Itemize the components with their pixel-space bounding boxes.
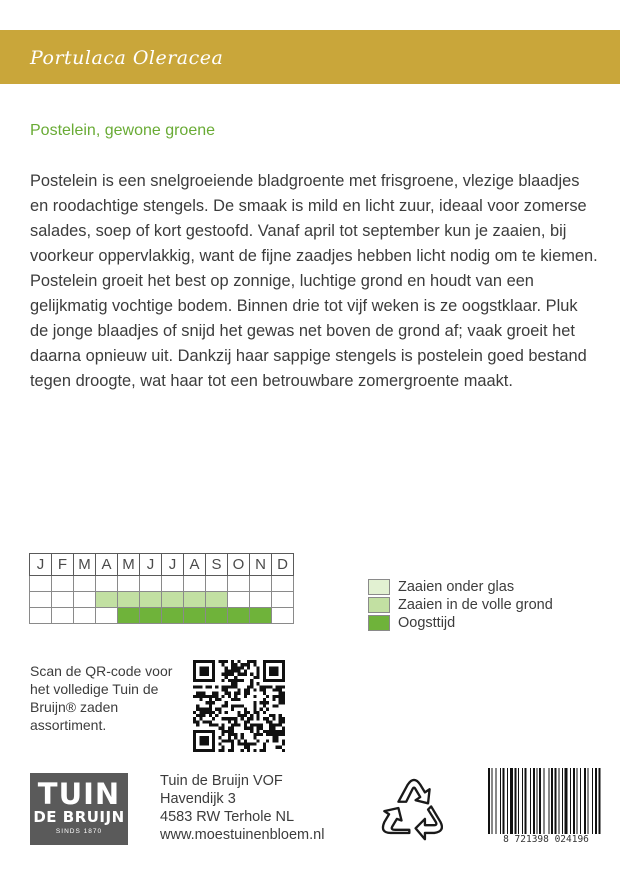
calendar-cell	[250, 576, 272, 592]
calendar-cell	[228, 576, 250, 592]
address-street: Havendijk 3	[160, 791, 236, 807]
legend-item-glass	[368, 578, 553, 596]
legend-label-harvest: Oogsttijd	[398, 615, 456, 631]
calendar-month-11: N	[250, 554, 272, 576]
address-city: 4583 RW Terhole NL	[160, 809, 295, 825]
calendar-cell	[118, 592, 140, 608]
calendar-cell	[118, 576, 140, 592]
calendar-cell	[96, 608, 118, 624]
recycle-icon	[375, 772, 453, 844]
barcode-icon	[486, 768, 606, 834]
calendar-row-harvest	[30, 608, 294, 624]
calendar-cell	[272, 592, 294, 608]
calendar-month-9: S	[206, 554, 228, 576]
sowing-calendar	[29, 553, 294, 624]
calendar-cell	[96, 592, 118, 608]
calendar-cell	[228, 592, 250, 608]
calendar-cell	[184, 592, 206, 608]
calendar-cell	[140, 608, 162, 624]
legend-label-outdoor: Zaaien in de volle grond	[398, 597, 553, 613]
calendar-cell	[74, 608, 96, 624]
description-text: Postelein is een snelgroeiende bladgroente met frisgroene, vlezige blaadjes en roodachtige stengels. De smaak is mild en licht zuur, ideaal voor zomerse salades, soep of kort gestoofd. Vanaf april tot september kun je zaaien, bij voorkeur oppervlakkig, want de fijne zaadjes hebben licht nodig om te kiemen. Postelein groeit het best op zonnige, luchtige grond en houdt van een gelijkmatig vochtige bodem. Binnen drie tot vijf weken is ze oogstklaar. Pluk de jonge blaadjes of snijd het gewas net boven de grond af; vaak groeit het daarna opnieuw uit. Dankzij haar sappige stengels is postelein goed bestand tegen droogte, wat haar tot een betrouwbare zomergroente maakt.	[30, 172, 598, 390]
calendar-cell	[52, 608, 74, 624]
calendar-row-glass	[30, 576, 294, 592]
calendar-cell	[74, 576, 96, 592]
header-bar	[0, 30, 620, 84]
barcode-number: 8 721398 024196	[503, 834, 589, 845]
calendar-cell	[206, 592, 228, 608]
common-name: Postelein, gewone groene	[30, 122, 216, 139]
calendar-month-5: M	[118, 554, 140, 576]
legend-label-glass: Zaaien onder glas	[398, 579, 515, 595]
latin-name: Portulaca Oleracea	[30, 47, 224, 69]
qr-instruction: Scan de QR-code voor het volledige Tuin de Bruijn® zaden assortiment.	[30, 663, 173, 733]
calendar-month-12: D	[272, 554, 294, 576]
calendar-cell	[96, 576, 118, 592]
calendar-cell	[206, 576, 228, 592]
calendar-month-1: J	[30, 554, 52, 576]
calendar-month-8: A	[184, 554, 206, 576]
calendar-cell	[140, 592, 162, 608]
calendar-month-4: A	[96, 554, 118, 576]
calendar-month-row	[30, 554, 294, 576]
calendar-cell	[52, 576, 74, 592]
calendar-cell	[140, 576, 162, 592]
calendar-cell	[162, 576, 184, 592]
calendar-cell	[118, 608, 140, 624]
calendar-row-outdoor	[30, 592, 294, 608]
calendar-month-3: M	[74, 554, 96, 576]
website-link[interactable]: www.moestuinenbloem.nl	[160, 827, 325, 843]
logo-text-debruijn: DE BRUIJN	[33, 808, 125, 826]
calendar-cell	[52, 592, 74, 608]
calendar-cell	[250, 592, 272, 608]
logo-text-tuin: TUIN	[37, 777, 121, 811]
legend-item-outdoor	[368, 596, 553, 614]
calendar-cell	[162, 592, 184, 608]
logo-text-since: SINDS 1870	[55, 828, 103, 835]
calendar-legend	[368, 578, 553, 632]
calendar-month-7: J	[162, 554, 184, 576]
legend-swatch-harvest	[368, 615, 390, 631]
calendar-cell	[74, 592, 96, 608]
calendar-cell	[228, 608, 250, 624]
calendar-cell	[250, 608, 272, 624]
legend-swatch-glass	[368, 579, 390, 595]
qr-code-icon[interactable]	[193, 660, 285, 752]
company-name: Tuin de Bruijn VOF	[160, 773, 283, 789]
company-address	[160, 772, 324, 844]
legend-swatch-outdoor	[368, 597, 390, 613]
calendar-month-6: J	[140, 554, 162, 576]
legend-item-harvest	[368, 614, 553, 632]
calendar-cell	[30, 608, 52, 624]
calendar-cell	[206, 608, 228, 624]
calendar-month-10: O	[228, 554, 250, 576]
calendar-cell	[162, 608, 184, 624]
calendar-cell	[184, 576, 206, 592]
calendar-cell	[30, 592, 52, 608]
company-logo	[30, 773, 128, 845]
calendar-cell	[272, 576, 294, 592]
calendar-cell	[184, 608, 206, 624]
calendar-cell	[272, 608, 294, 624]
calendar-cell	[30, 576, 52, 592]
calendar-month-2: F	[52, 554, 74, 576]
